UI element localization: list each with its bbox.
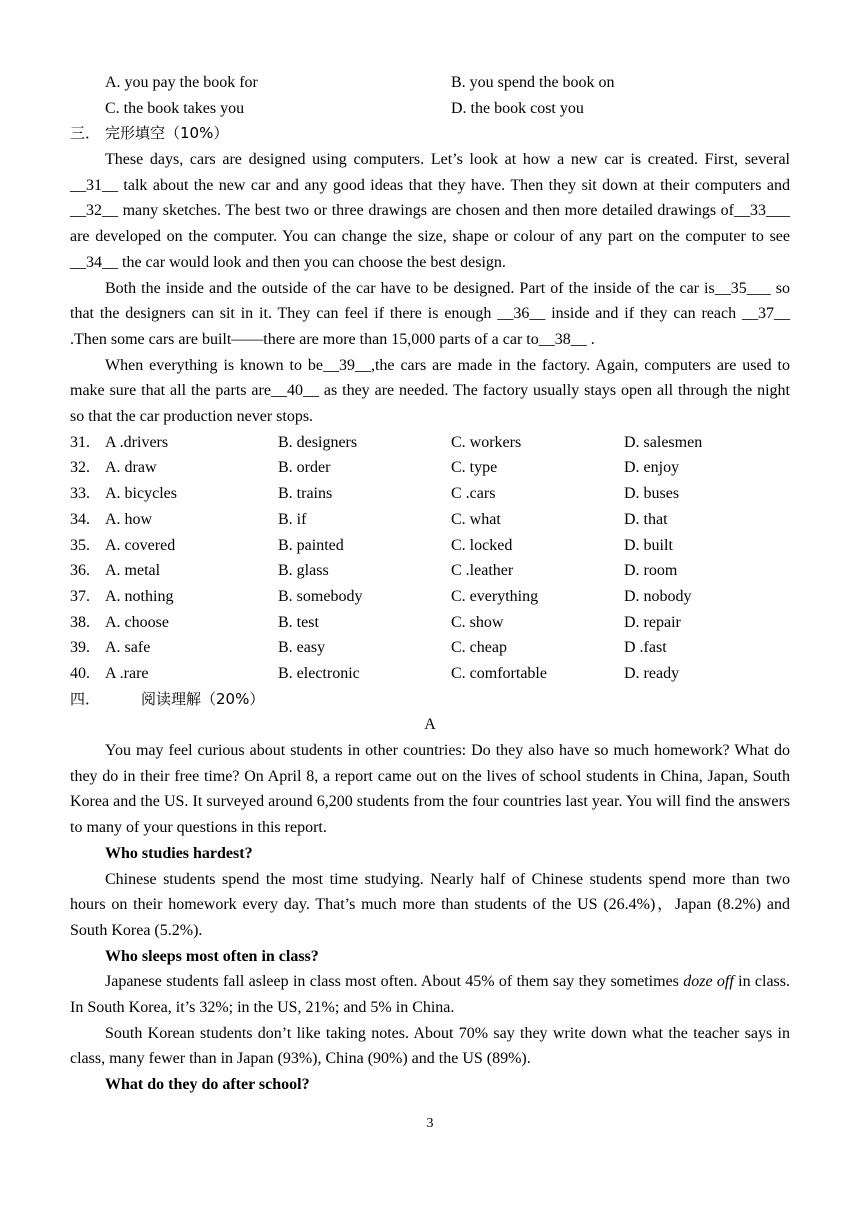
option-a: A. draw (105, 459, 157, 477)
subheading-sleeps: Who sleeps most often in class? (105, 947, 319, 965)
option-row (70, 584, 790, 610)
question-number: 39. (70, 639, 90, 657)
page-number: 3 (426, 1116, 434, 1131)
option-d: D. salesmen (624, 433, 703, 451)
prev-options-row-2 (70, 96, 790, 122)
option-c: C. workers (451, 433, 522, 451)
question-number: 40. (70, 664, 90, 682)
option-a: A. metal (105, 562, 161, 580)
option-d: D. nobody (624, 587, 692, 605)
option-d: D .fast (624, 639, 667, 657)
option-row (70, 481, 790, 507)
cloze-paragraph-3: When everything is known to be__39__,the cars are made in the factory. Again, computers are used to make sure that all the parts are__40__ as they are needed. The factory usually stays open all through the night so that the car production never stops. (70, 356, 790, 426)
question-number: 31. (70, 433, 90, 451)
option-row (70, 507, 790, 533)
option-c: C. what (451, 510, 501, 528)
option-a: A. covered (105, 536, 176, 554)
option-a: A .drivers (105, 433, 169, 451)
option-c: C. locked (451, 536, 513, 554)
option-b: B. somebody (278, 587, 363, 605)
section-number: 三． (70, 124, 101, 143)
reading-paragraph-3: South Korean students don’t like taking notes. About 70% say they write down what the teacher says in class, many fewer than in Japan (93%), China (90%) and the US (89%). (70, 1024, 790, 1068)
subheading-after-school: What do they do after school? (105, 1076, 310, 1094)
option-a: A. safe (105, 639, 151, 657)
option-b: B. painted (278, 536, 344, 554)
option-row (70, 455, 790, 481)
section-number: 四． (70, 689, 101, 708)
option-c: C. cheap (451, 639, 507, 657)
option-d: D. ready (624, 664, 680, 682)
option-d: D. built (624, 536, 673, 554)
option-row (70, 661, 790, 687)
reading-paragraph-2 (70, 969, 790, 1020)
option-c: C. type (451, 459, 498, 477)
option-row (70, 635, 790, 661)
option-b: B. trains (278, 485, 333, 503)
subheading-studies: Who studies hardest? (105, 844, 253, 862)
option-c: C. show (451, 613, 504, 631)
option-c: C .leather (451, 562, 514, 580)
section-heading-cloze (70, 121, 790, 147)
question-number: 33. (70, 485, 90, 503)
text-span: in class. In South Korea, it’s 32%; in the US, 21%; and 5% in China. (70, 973, 791, 1017)
option-b: B. glass (278, 562, 329, 580)
option-a: A. bicycles (105, 485, 177, 503)
reading-intro: You may feel curious about students in other countries: Do they also have so much homework? What do they do in their free time? On April 8, a report came out on the lives of school students in China, Japan, South Korea and the US. It surveyed around 6,200 students from the four countries last year. You will find the answers to many of your questions in this report. (70, 742, 790, 837)
section-title: 阅读理解（20%） (141, 689, 265, 708)
option-a: A. how (105, 510, 153, 528)
question-number: 35. (70, 536, 90, 554)
option-d: D. enjoy (624, 459, 680, 477)
option-c: C .cars (451, 485, 496, 503)
option-d: D. repair (624, 613, 681, 631)
option-c: C. the book takes you (105, 99, 245, 117)
option-a: A. you pay the book for (105, 74, 258, 91)
cloze-paragraph-2: Both the inside and the outside of the car have to be designed. Part of the inside of the car is__35___ so that the designers can sit in it. They can feel if there is enough __36__ inside and if they can reach __37__ .Then some cars are built——there are more than 15,000 parts of a car to__38__ . (70, 279, 790, 348)
question-number: 34. (70, 510, 90, 528)
option-row (70, 610, 790, 636)
option-b: B. electronic (278, 664, 360, 682)
passage-label: A (424, 716, 436, 734)
question-number: 36. (70, 562, 90, 580)
text-span: Japanese students fall asleep in class most often. About 45% of them say they sometimes (105, 973, 684, 991)
option-b: B. designers (278, 433, 358, 451)
section-heading-reading (70, 687, 790, 713)
option-d: D. the book cost you (451, 99, 584, 117)
option-d: D. buses (624, 485, 680, 503)
option-a: A. nothing (105, 587, 174, 605)
document-page (70, 70, 790, 1098)
question-number: 32. (70, 459, 90, 477)
option-a: A. choose (105, 613, 169, 631)
section-title: 完形填空（10%） (105, 124, 229, 143)
option-d: D. room (624, 562, 678, 580)
option-b: B. if (278, 510, 307, 528)
option-c: C. comfortable (451, 664, 547, 682)
option-d: D. that (624, 510, 668, 528)
option-row (70, 430, 790, 456)
option-b: B. you spend the book on (451, 74, 615, 91)
option-row (70, 533, 790, 559)
option-b: B. order (278, 459, 331, 477)
prev-options-row-1 (70, 70, 790, 96)
cloze-paragraph-1: These days, cars are designed using computers. Let’s look at how a new car is created. First, several __31__ talk about the new car and any good ideas that they have. Then they sit down at their computers and __32__ many sketches. The best two or three drawings are chosen and then more detailed drawings of__33___ are developed on the computer. You can change the size, shape or colour of any part on the computer to see __34__ the car would look and then you can choose the best design. (70, 151, 790, 271)
cloze-options (70, 430, 790, 687)
option-b: B. easy (278, 639, 326, 657)
option-a: A .rare (105, 664, 149, 682)
option-b: B. test (278, 613, 319, 631)
question-number: 38. (70, 613, 90, 631)
reading-paragraph-1: Chinese students spend the most time studying. Nearly half of Chinese students spend more than two hours on their homework every day. That’s much more than students of the US (26.4%)，Japan (8.2%) and South Korea (5.2%). (70, 870, 791, 939)
italic-phrase: doze off (683, 973, 734, 991)
option-c: C. everything (451, 587, 539, 605)
option-row (70, 558, 790, 584)
question-number: 37. (70, 587, 90, 605)
